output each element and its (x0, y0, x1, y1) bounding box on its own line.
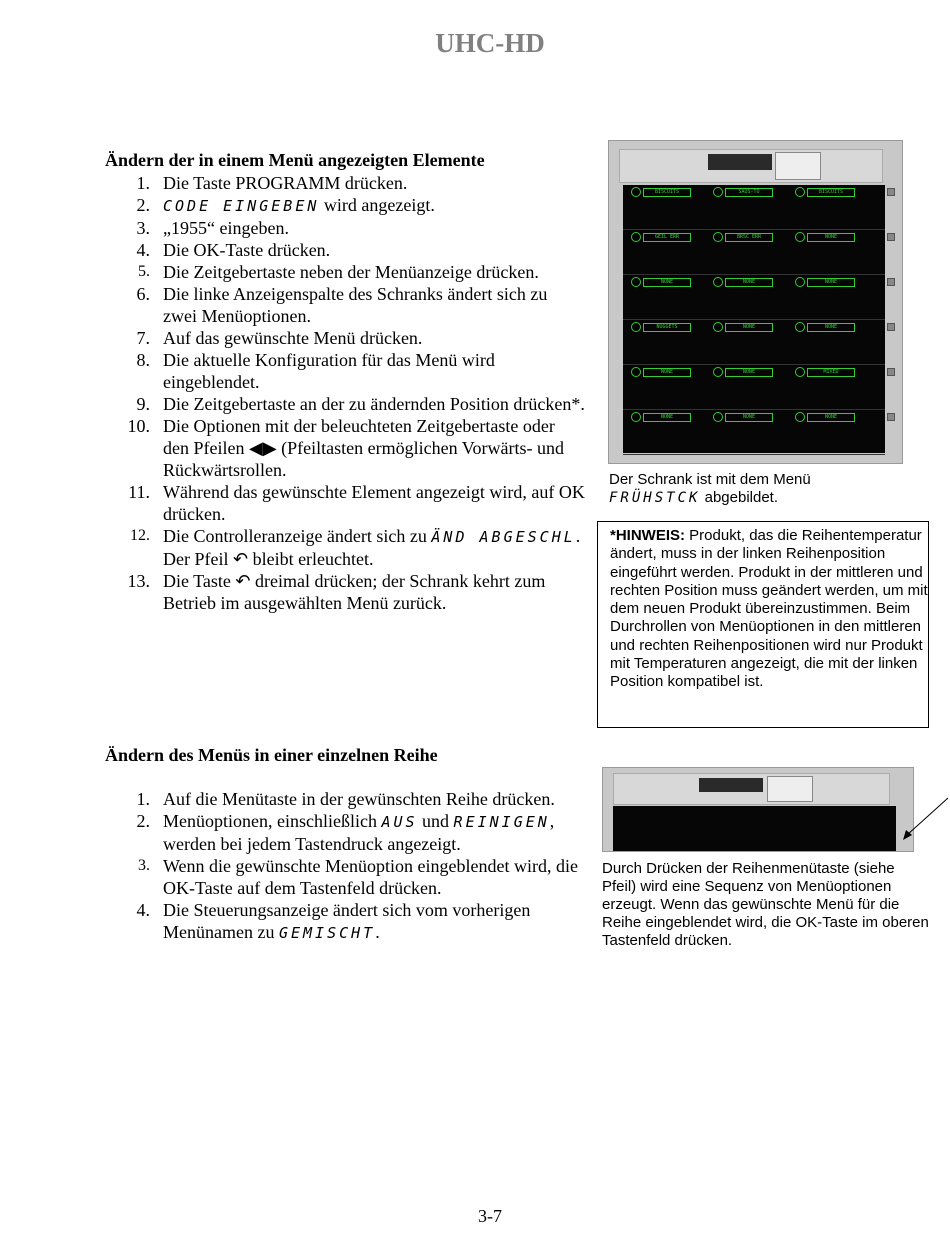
timer-button-icon (713, 187, 723, 197)
lcd-text: GEMISCHT (278, 924, 376, 942)
slot-label: BRSC ERR (725, 233, 773, 242)
cabinet-row (623, 365, 885, 410)
slot-label: GEIL ERR (643, 233, 691, 242)
timer-button-icon (713, 367, 723, 377)
control-panel (619, 149, 883, 183)
slot-label: BISCUITS (643, 188, 691, 197)
slot-label: NONE (643, 368, 691, 377)
list-item: 4. Die OK-Taste drücken. (136, 240, 331, 260)
timer-button-icon (631, 277, 641, 287)
slot-label: NONE (725, 413, 773, 422)
timer-button-icon (631, 367, 641, 377)
figure1-caption: Der Schrank ist mit dem Menü FRÜHSTCK abgebildet. (609, 471, 811, 506)
slot-label: SAUS-TO (725, 188, 773, 197)
list-item: 2. CODE EINGEBEN wird angezeigt. (136, 195, 435, 215)
list-item: 8. Die aktuelle Konfiguration für das Menü wird eingeblendet. (136, 350, 495, 392)
timer-button-icon (795, 412, 805, 422)
list-item: 7. Auf das gewünschte Menü drücken. (136, 328, 423, 348)
list-item: 1. Die Taste PROGRAMM drücken. (136, 173, 408, 193)
section1-title: Ändern der in einem Menü angezeigten Elemente (105, 150, 485, 170)
cabinet-row-image (602, 767, 914, 852)
slot-label: NONE (725, 323, 773, 332)
figure2-caption: Durch Drücken der Reihenmenütaste (siehe Pfeil) wird eine Sequenz von Menüoptionen erzeugt. Wenn das gewünschte Menü für die Reihe eingeblendet wird, die OK-Taste im oberen Tastenfeld drücken. (602, 860, 929, 949)
slot-label: NONE (643, 278, 691, 287)
pointer-arrow-icon (899, 797, 949, 842)
control-display (708, 154, 772, 170)
lcd-text: ÄND ABGESCHL (431, 528, 576, 546)
lcd-text: AUS (381, 813, 418, 831)
arrow-keys-icon: ◀▶ (248, 438, 277, 458)
timer-button-icon (713, 232, 723, 242)
timer-button-icon (631, 187, 641, 197)
lcd-text: FRÜHSTCK (609, 490, 701, 506)
list-item: 9. Die Zeitgebertaste an der zu ändernden Position drücken*. (136, 394, 585, 414)
note-label: *HINWEIS: (610, 527, 685, 544)
cabinet-image (608, 140, 903, 464)
cabinet-row-body (613, 806, 896, 851)
timer-button-icon (713, 277, 723, 287)
section2-steps (105, 788, 585, 944)
cabinet-row (623, 410, 885, 455)
cabinet-row (623, 185, 885, 230)
keypad (775, 152, 821, 180)
row-menu-button (887, 278, 895, 286)
keypad (767, 776, 813, 802)
slot-label: NONE (807, 233, 855, 242)
cabinet-body (623, 185, 885, 453)
cabinet-row (623, 275, 885, 320)
section1-steps (105, 172, 585, 614)
lcd-text: CODE EINGEBEN (163, 197, 320, 215)
section2-title: Ändern des Menüs in einer einzelnen Reihe (105, 745, 438, 765)
list-item: 10. Die Optionen mit der beleuchteten Zeitgebertaste oder den Pfeilen ◀▶ (Pfeiltasten ermöglichen Vorwärts- und Rückwärtsrollen. (127, 416, 564, 480)
timer-button-icon (631, 232, 641, 242)
note-text: Produkt, das die Reihentemperatur ändert, muss in der linken Reihenposition eingeführt werden. Produkt in der mittleren und rechten Position muss geändert werden, um mit dem neuen Produkt übereinzustimmen. Beim Durchrollen von Menüoptionen in den mittleren und rechten Reihenpositionen wird nur Produkt mit Temperaturen angezeigt, die mit der linken Position kompatibel ist. (610, 527, 928, 691)
control-display (699, 778, 763, 792)
list-item: 12. Die Controlleranzeige ändert sich zu ÄND ABGESCHL. Der Pfeil ↶ bleibt erleuchtet. (130, 526, 581, 569)
row-menu-button (887, 188, 895, 196)
timer-button-icon (795, 277, 805, 287)
row-menu-button (887, 368, 895, 376)
timer-button-icon (795, 367, 805, 377)
control-panel (613, 773, 890, 805)
return-arrow-icon: ↶ (235, 571, 251, 591)
cabinet-row (623, 320, 885, 365)
timer-button-icon (795, 322, 805, 332)
page-number: 3-7 (478, 1206, 502, 1226)
row-menu-button (887, 323, 895, 331)
slot-label: NONE (807, 278, 855, 287)
timer-button-icon (795, 232, 805, 242)
timer-button-icon (795, 187, 805, 197)
list-item: 3. „1955“ eingeben. (136, 218, 289, 238)
list-item: 6. Die linke Anzeigenspalte des Schranks ändert sich zu zwei Menüoptionen. (136, 284, 548, 326)
slot-label: MIXED (807, 368, 855, 377)
list-item: 1. Auf die Menütaste in der gewünschten Reihe drücken. (136, 789, 555, 809)
timer-button-icon (631, 322, 641, 332)
slot-label: NUGGETS (643, 323, 691, 332)
row-menu-button (887, 233, 895, 241)
slot-label: NONE (807, 413, 855, 422)
list-item: 2. Menüoptionen, einschließlich AUS und REINIGEN, werden bei jedem Tastendruck angezeigt. (136, 811, 555, 854)
note-box (597, 521, 929, 728)
list-item: 5. Die Zeitgebertaste neben der Menüanzeige drücken. (138, 262, 539, 282)
list-item: 4. Die Steuerungsanzeige ändert sich vom vorherigen Menünamen zu GEMISCHT. (136, 900, 531, 942)
slot-label: NONE (643, 413, 691, 422)
page-header-title: UHC-HD (435, 28, 545, 58)
return-arrow-icon: ↶ (232, 549, 249, 569)
list-item: 13. Die Taste ↶ dreimal drücken; der Schrank kehrt zum Betrieb im ausgewählten Menü zurück. (127, 571, 546, 613)
lcd-text: REINIGEN (453, 813, 550, 831)
slot-label: NONE (725, 368, 773, 377)
slot-label: NONE (725, 278, 773, 287)
timer-button-icon (631, 412, 641, 422)
list-item: 3. Wenn die gewünschte Menüoption eingeblendet wird, die OK-Taste auf dem Tastenfeld drücken. (138, 856, 578, 898)
timer-button-icon (713, 412, 723, 422)
cabinet-row (623, 230, 885, 275)
list-item: 11. Während das gewünschte Element angezeigt wird, auf OK drücken. (128, 482, 585, 524)
slot-label: BISCUITS (807, 188, 855, 197)
timer-button-icon (713, 322, 723, 332)
slot-label: NONE (807, 323, 855, 332)
row-menu-button (887, 413, 895, 421)
